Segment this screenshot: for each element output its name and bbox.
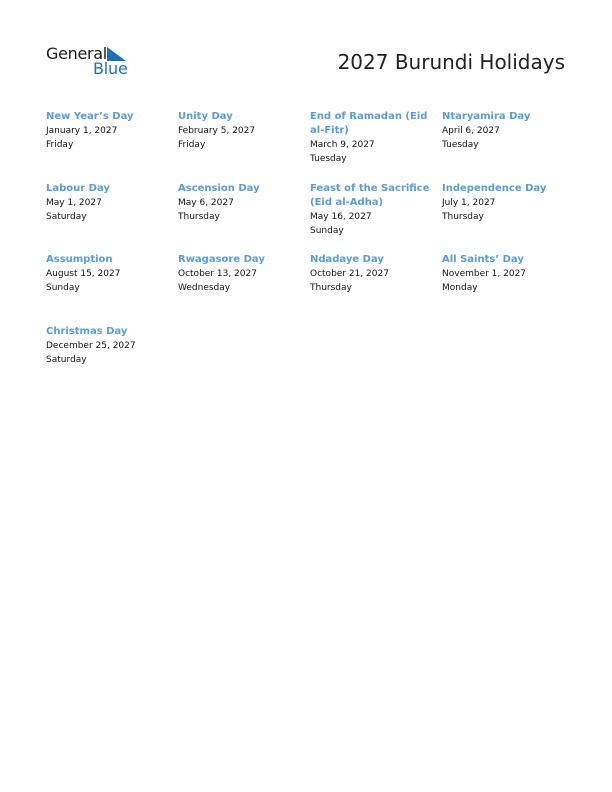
holiday-date: December 25, 2027 bbox=[46, 340, 136, 351]
holiday-item bbox=[178, 182, 310, 254]
holiday-name: Assumption bbox=[46, 254, 113, 265]
holiday-name: Rwagasore Day bbox=[178, 254, 265, 265]
holiday-weekday: Monday bbox=[442, 283, 478, 293]
holiday-weekday: Saturday bbox=[46, 211, 87, 222]
holiday-name: Ndadaye Day bbox=[310, 254, 384, 265]
holiday-weekday: Thursday bbox=[442, 211, 484, 222]
holiday-item bbox=[46, 110, 178, 182]
holiday-item bbox=[442, 110, 574, 182]
holiday-name: Ntaryamira Day bbox=[442, 111, 531, 122]
holiday-item bbox=[178, 110, 310, 182]
holiday-date: January 1, 2027 bbox=[46, 126, 118, 136]
holiday-name: Unity Day bbox=[178, 111, 233, 122]
holiday-name: End of Ramadan (Eid al-Fitr) bbox=[310, 111, 428, 136]
holiday-date: July 1, 2027 bbox=[442, 197, 496, 208]
holiday-item bbox=[310, 110, 442, 182]
holiday-weekday: Sunday bbox=[310, 225, 344, 236]
holiday-weekday: Thursday bbox=[178, 211, 220, 222]
holiday-date: October 13, 2027 bbox=[178, 269, 257, 279]
holiday-date: May 6, 2027 bbox=[178, 197, 234, 208]
holiday-weekday: Thursday bbox=[310, 283, 352, 293]
holiday-date: November 1, 2027 bbox=[442, 269, 527, 279]
holiday-weekday: Friday bbox=[178, 140, 206, 150]
holiday-date: March 9, 2027 bbox=[310, 140, 375, 150]
holiday-date: August 15, 2027 bbox=[46, 269, 121, 279]
logo-word-blue: Blue bbox=[93, 59, 128, 78]
holiday-weekday: Tuesday bbox=[442, 140, 479, 150]
holiday-weekday: Friday bbox=[46, 140, 74, 150]
holiday-name: All Saints’ Day bbox=[442, 254, 524, 265]
holiday-item bbox=[46, 253, 178, 325]
holiday-date: October 21, 2027 bbox=[310, 269, 389, 279]
holiday-date: May 1, 2027 bbox=[46, 197, 102, 208]
holiday-name: Independence Day bbox=[442, 182, 547, 194]
holiday-name: Christmas Day bbox=[46, 325, 128, 337]
logo-word-general: General bbox=[46, 44, 107, 63]
holiday-grid bbox=[46, 110, 574, 396]
holiday-item bbox=[442, 253, 574, 325]
holiday-date: April 6, 2027 bbox=[442, 126, 500, 136]
holiday-weekday: Saturday bbox=[46, 354, 87, 365]
holiday-item bbox=[310, 253, 442, 325]
page-title: 2027 Burundi Holidays bbox=[337, 50, 565, 74]
holiday-item bbox=[178, 253, 310, 325]
holiday-date: February 5, 2027 bbox=[178, 126, 256, 136]
holiday-name: Ascension Day bbox=[178, 182, 260, 194]
holiday-weekday: Sunday bbox=[46, 283, 80, 293]
holiday-name: Feast of the Sacrifice (Eid al-Adha) bbox=[310, 182, 430, 208]
holiday-weekday: Tuesday bbox=[310, 154, 347, 164]
holiday-name: New Year’s Day bbox=[46, 111, 134, 122]
brand-logo bbox=[46, 44, 136, 80]
holiday-item bbox=[442, 182, 574, 254]
holiday-name: Labour Day bbox=[46, 182, 110, 194]
holiday-item bbox=[46, 325, 178, 397]
holiday-date: May 16, 2027 bbox=[310, 211, 372, 222]
holiday-weekday: Wednesday bbox=[178, 283, 231, 293]
holiday-item bbox=[46, 182, 178, 254]
holiday-item bbox=[310, 182, 442, 254]
